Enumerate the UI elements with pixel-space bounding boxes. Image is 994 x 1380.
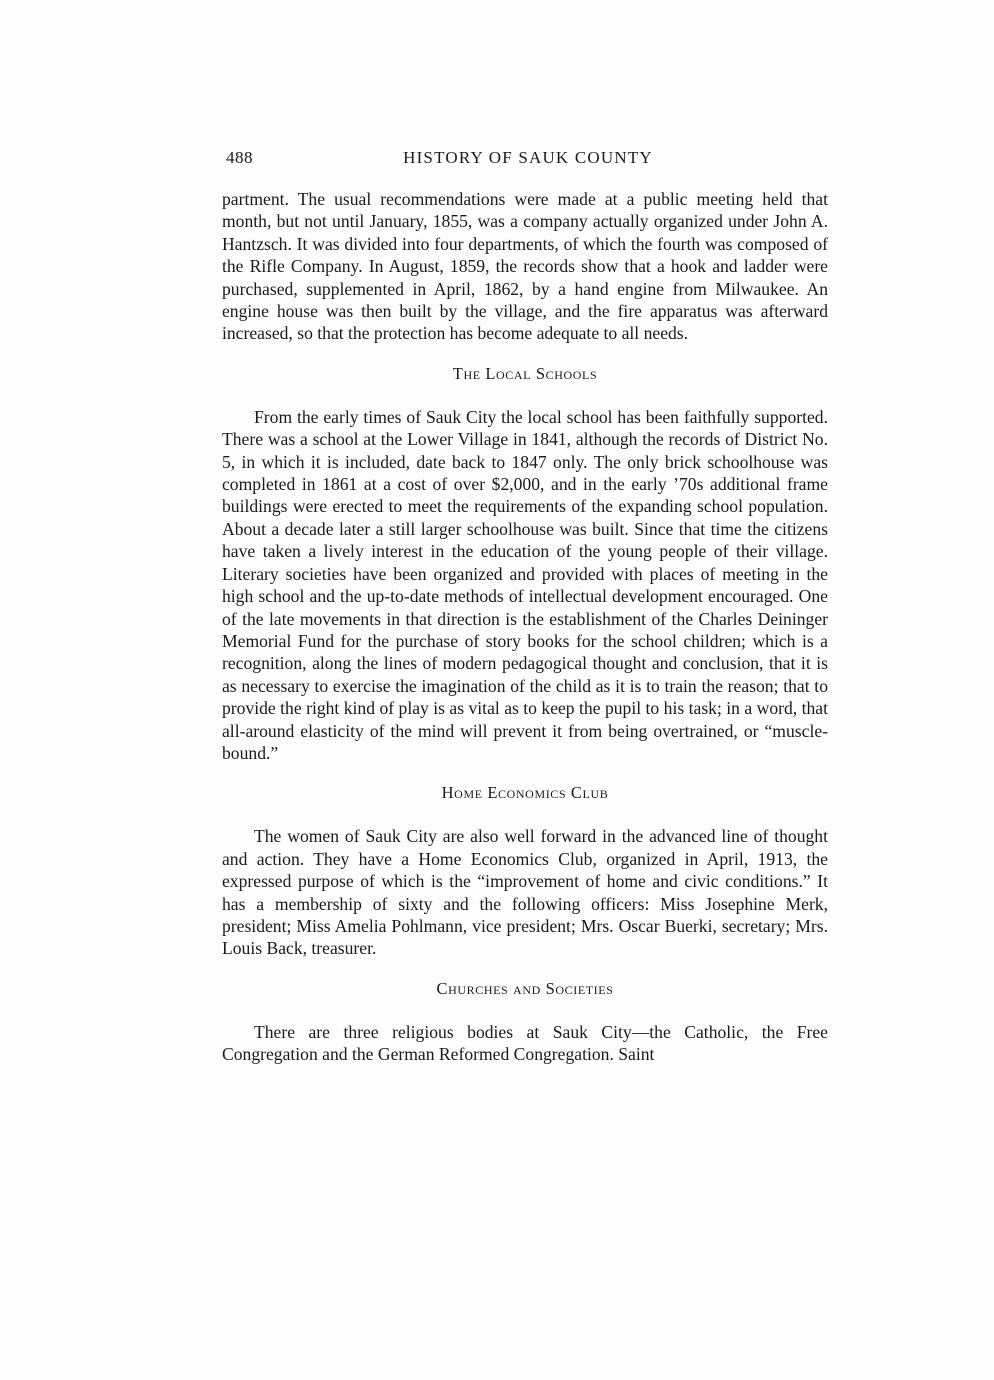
page-number: 488 — [226, 148, 253, 167]
running-head — [226, 148, 830, 176]
paragraph-churches-and-societies: There are three religious bodies at Sauk City—the Catholic, the Free Congregation and the German Reformed Congregation. Saint — [222, 1021, 828, 1065]
paragraph-local-schools: From the early times of Sauk City the local school has been faithfully supported. There was a school at the Lower Village in 1841, although the records of District No. 5, in which it is included, date back to 1847 only. The only brick schoolhouse was completed in 1861 at a cost of over $2,000, and in the early ’70s additional frame buildings were erected to meet the requirements of the expanding school population. About a decade later a still larger schoolhouse was built. Since that time the citizens have taken a lively interest in the education of the young people of their village. Literary societies have been organized and provided with places of meeting in the high school and the up-to-date methods of intellectual development encouraged. One of the late movements in that direction is the establishment of the Charles Deininger Memorial Fund for the purchase of story books for the school children; which is a recognition, along the lines of modern pedagogical thought and conclusion, that it is as necessary to exercise the imagination of the child as it is to train the reason; that to provide the right kind of play is as vital as to keep the pupil to his task; in a word, that all-around elasticity of the mind will prevent it from being overtrained, or “muscle-bound.” — [222, 406, 828, 763]
section-heading-home-economics-club: Home Economics Club — [441, 783, 609, 803]
running-title: HISTORY OF SAUK COUNTY — [403, 148, 653, 167]
paragraph-fire-department: partment. The usual recommendations were made at a public meeting held that month, but not until January, 1855, was a company actually organized under John A. Hantzsch. It was divided into four departments, of which the fourth was composed of the Rifle Company. In August, 1859, the records show that a hook and ladder were purchased, supplemented in April, 1862, by a hand engine from Milwaukee. An engine house was then built by the village, and the fire apparatus was afterward increased, so that the protection has become adequate to all needs. — [222, 189, 828, 344]
section-heading-churches-and-societies: Churches and Societies — [436, 978, 614, 998]
section-heading-local-schools: The Local Schools — [452, 363, 598, 383]
body-text — [222, 188, 828, 1066]
paragraph-home-economics-club: The women of Sauk City are also well forward in the advanced line of thought and action. They have a Home Economics Club, organized in April, 1913, the expressed purpose of which is the “improvement of home and civic conditions.” It has a membership of sixty and the following officers: Miss Josephine Merk, president; Miss Amelia Pohlmann, vice president; Mrs. Oscar Buerki, secretary; Mrs. Louis Back, treasurer. — [222, 826, 828, 959]
